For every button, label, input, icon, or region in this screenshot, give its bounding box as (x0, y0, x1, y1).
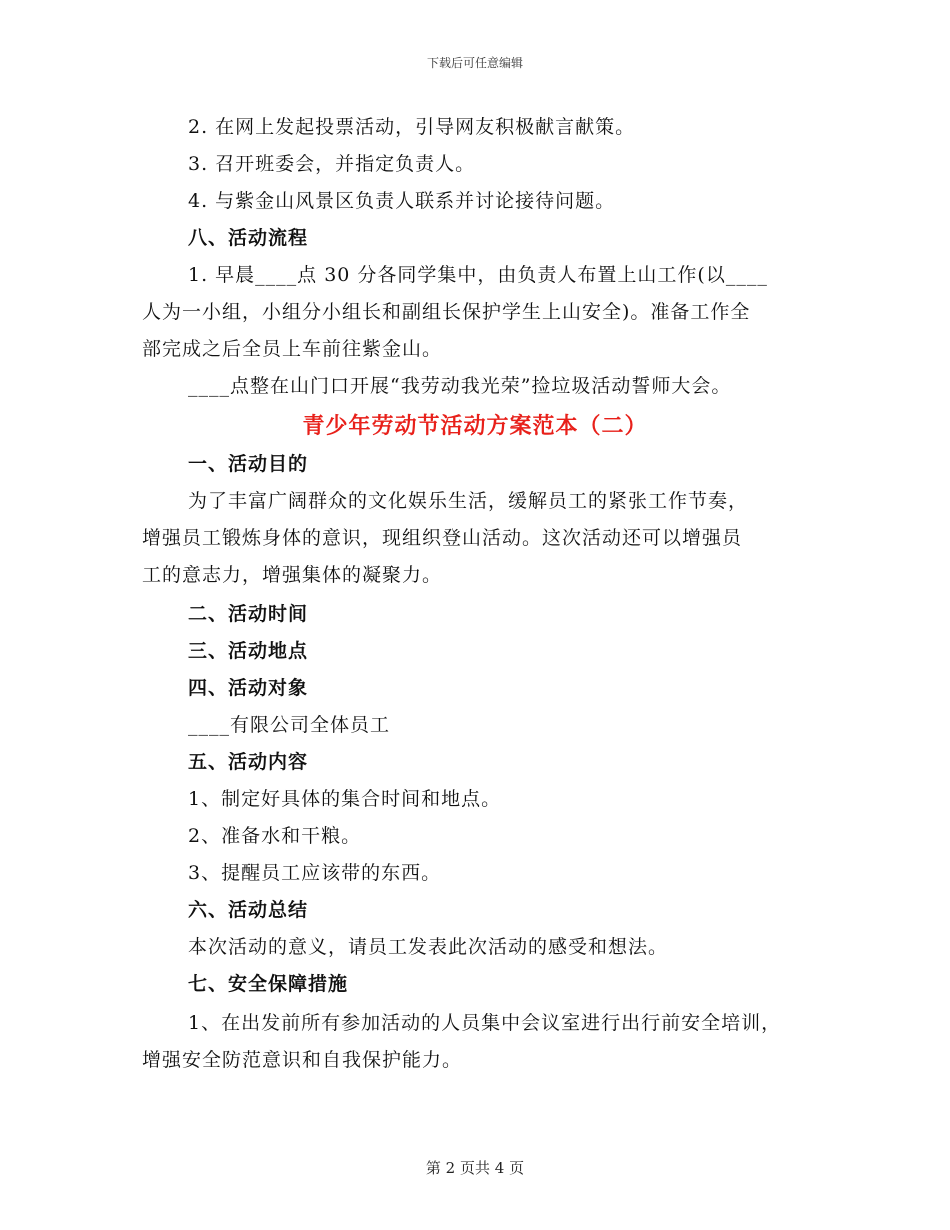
page-header: 下载后可任意编辑 (426, 56, 523, 70)
section-heading: 四、活动对象 (188, 677, 309, 699)
paragraph-line: ____点整在山门口开展“我劳动我光荣”捡垃圾活动誓师大会。 (188, 375, 732, 397)
paragraph-line: 本次活动的意义，请员工发表此次活动的感受和想法。 (188, 936, 669, 958)
paragraph-line: 1、在出发前所有参加活动的人员集中会议室进行出行前安全培训， (188, 1012, 782, 1034)
section-heading: 五、活动内容 (188, 751, 309, 773)
list-item: 3、提醒员工应该带的东西。 (188, 862, 442, 884)
paragraph-line: 人为一小组，小组分小组长和副组长保护学生上山安全)。准备工作全 (142, 301, 751, 323)
paragraph-line: 增强员工锻炼身体的意识，现组织登山活动。这次活动还可以增强员 (142, 527, 743, 549)
paragraph-line: ____有限公司全体员工 (188, 714, 391, 736)
list-item: 2、准备水和干粮。 (188, 825, 362, 847)
list-item: 2. 在网上发起投票活动，引导网友积极献言献策。 (188, 116, 636, 138)
document-title: 青少年劳动节活动方案范本（二） (302, 413, 648, 439)
paragraph-line: 为了丰富广阔群众的文化娱乐生活，缓解员工的紧张工作节奏， (188, 490, 749, 512)
section-heading: 二、活动时间 (188, 603, 309, 625)
section-heading: 七、安全保障措施 (188, 973, 349, 995)
paragraph-line: 增强安全防范意识和自我保护能力。 (142, 1049, 463, 1071)
list-item: 3. 召开班委会，并指定负责人。 (188, 153, 476, 175)
section-heading: 六、活动总结 (188, 899, 309, 921)
list-item: 4. 与紫金山风景区负责人联系并讨论接待问题。 (188, 190, 616, 212)
list-item: 1、制定好具体的集合时间和地点。 (188, 788, 502, 810)
section-heading: 八、活动流程 (188, 227, 309, 249)
paragraph-line: 工的意志力，增强集体的凝聚力。 (142, 564, 443, 586)
paragraph-line: 部完成之后全员上车前往紫金山。 (142, 338, 443, 360)
paragraph-line: 1. 早晨____点 30 分各同学集中，由负责人布置上山工作(以____ (188, 264, 768, 286)
section-heading: 一、活动目的 (188, 453, 309, 475)
page-number: 第 2 页共 4 页 (425, 1159, 525, 1177)
section-heading: 三、活动地点 (188, 640, 309, 662)
